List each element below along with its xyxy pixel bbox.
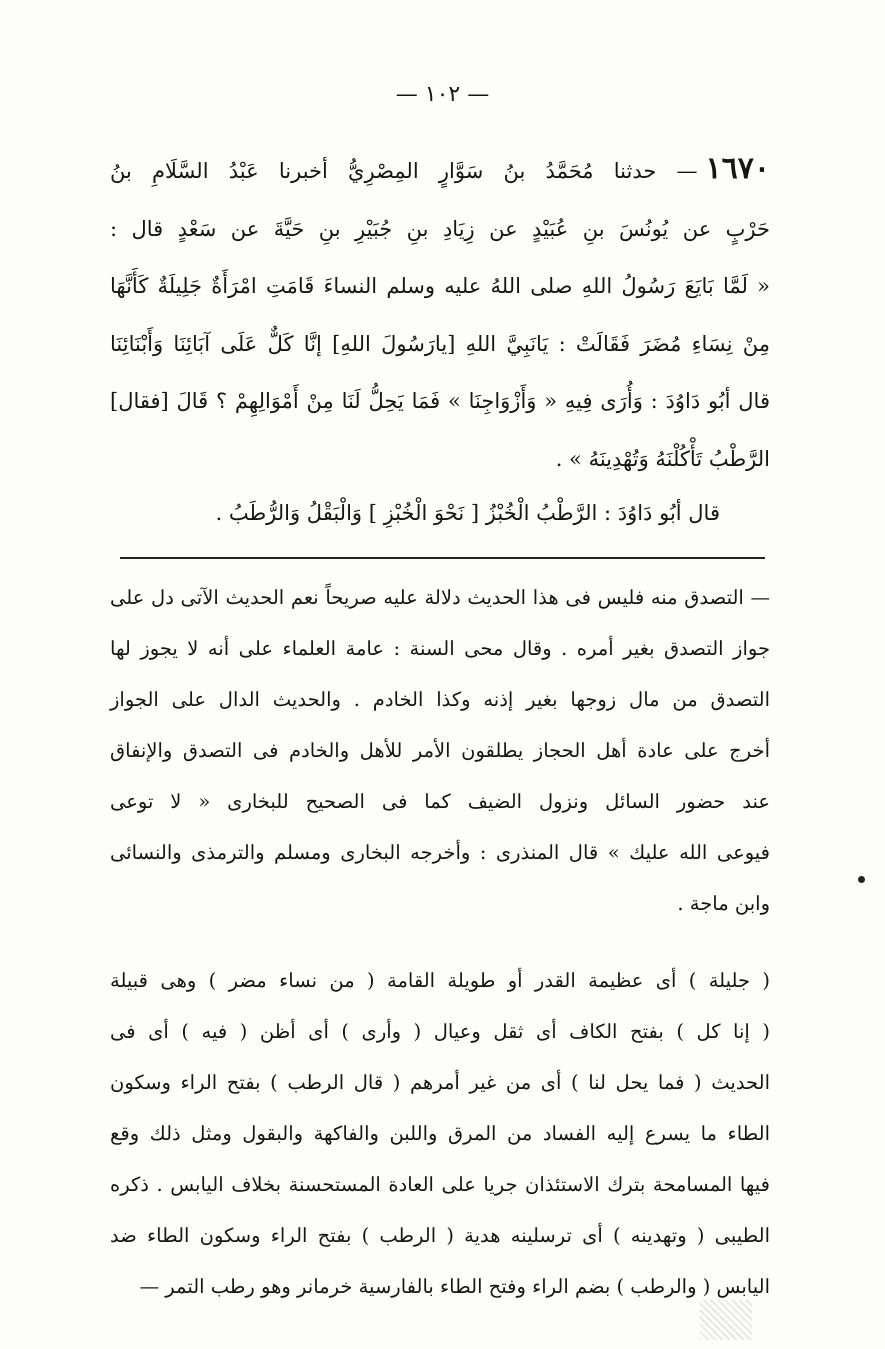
commentary-line: التصدق من مال زوجها بغير إذنه وكذا الخادم . والحديث الدال على الجواز: [110, 688, 770, 711]
commentary-line: جواز التصدق بغير أمره . وقال محى السنة : عامة العلماء على أنه لا يجوز لها: [110, 637, 770, 660]
commentary-line: ( إنا كل ) بفتح الكاف أى ثقل وعيال ( وأرى ) أى أظن ( فيه ) أى فى: [110, 1020, 770, 1043]
footnote-divider: [120, 557, 765, 559]
commentary-line: ( جليلة ) أى عظيمة القدر أو طويلة القامة ( من نساء مضر ) وهى قبيلة: [110, 969, 770, 992]
commentary-line: — التصدق منه فليس فى هذا الحديث دلالة عليه صريحاً نعم الحديث الآتى دل على: [110, 586, 770, 609]
hadith-line-5: قال أبُو دَاوُدَ : وَأُرَى فِيهِ « وَأَزْوَاجِنَا » فَمَا يَحِلُّ لَنَا مِنْ أَمْوَالِهِمْ ؟ قَالَ [فقال]: [110, 389, 770, 413]
faded-stamp-mark: [700, 1300, 752, 1340]
abu-dawud-note: قال أبُو دَاوُدَ : الرَّطْبُ الْخُبْزُ [ نَحْوَ الْخُبْزِ ] وَالْبَقْلُ وَالرُّطَبُ .: [215, 501, 720, 525]
commentary-line: عند حضور السائل ونزول الضيف كما فى الصحيح للبخارى « لا توعى: [110, 790, 770, 813]
hadith-line-2: حَرْبٍ عن يُونُسَ بنِ عُبَيْدٍ عن زِيَادِ بنِ جُبَيْرِ بنِ حَيَّةَ عن سَعْدٍ قال :: [110, 216, 770, 241]
commentary-footnotes: [110, 572, 770, 1312]
hadith-line-1: [110, 140, 770, 201]
commentary-line: أخرج على عادة أهل الحجاز يطلقون الأمر للأهل والخادم فى التصدق والإنفاق: [110, 739, 770, 762]
commentary-line: فيها المسامحة بترك الاستئذان جريا على العادة المستحسنة بخلاف اليابس . ذكره: [110, 1173, 770, 1196]
hadith-line-6: الرَّطْبُ تَأْكُلْنَهُ وَتُهْدِينَهُ » .: [555, 446, 770, 471]
commentary-line: اليابس ( والرطب ) بضم الراء وفتح الطاء بالفارسية خرمانر وهو رطب التمر —: [139, 1275, 770, 1298]
hadith-line-3: « لَمَّا بَايَعَ رَسُولُ اللهِ صلى اللهُ عليه وسلم النساءَ قَامَتِ امْرَأَةٌ جَلِيلَةٌ كَأَنَّهَا: [110, 274, 770, 298]
paragraph-gap: [110, 929, 770, 955]
hadith-text: [110, 140, 770, 488]
commentary-line: الطاء ما يسرع إليه الفساد من المرق واللبن والفاكهة والبقول ومثل ذلك وقع: [110, 1122, 770, 1145]
commentary-line: فيوعى الله عليك » قال المنذرى : وأخرجه البخارى ومسلم والترمذى والنسائى: [110, 841, 770, 864]
commentary-line: الطيبى ( وتهدينه ) أى ترسلينه هدية ( الرطب ) بفتح الراء وسكون الطاء ضد: [110, 1224, 770, 1247]
commentary-line: وابن ماجة .: [677, 892, 770, 915]
commentary-line: الحديث ( فما يحل لنا ) أى من غير أمرهم ( قال الرطب ) بفتح الراء وسكون: [110, 1071, 770, 1094]
hadith-line-1-text: — حدثنا مُحَمَّدُ بنُ سَوَّارٍ المِصْرِيُّ أخبرنا عَبْدُ السَّلَامِ بنُ: [110, 159, 698, 183]
ink-speck: [858, 876, 865, 883]
page-number: — ١٠٢ —: [395, 82, 490, 107]
hadith-line-4: مِنْ نِسَاءِ مُضَرَ فَقَالَتْ : يَانَبِيَّ اللهِ [يارَسُولَ اللهِ] إنَّا كَلٌّ عَلَى آبَائِنَا وَأَبْنَائِنَا: [110, 331, 770, 356]
hadith-number: ١٦٧٠: [705, 151, 770, 186]
